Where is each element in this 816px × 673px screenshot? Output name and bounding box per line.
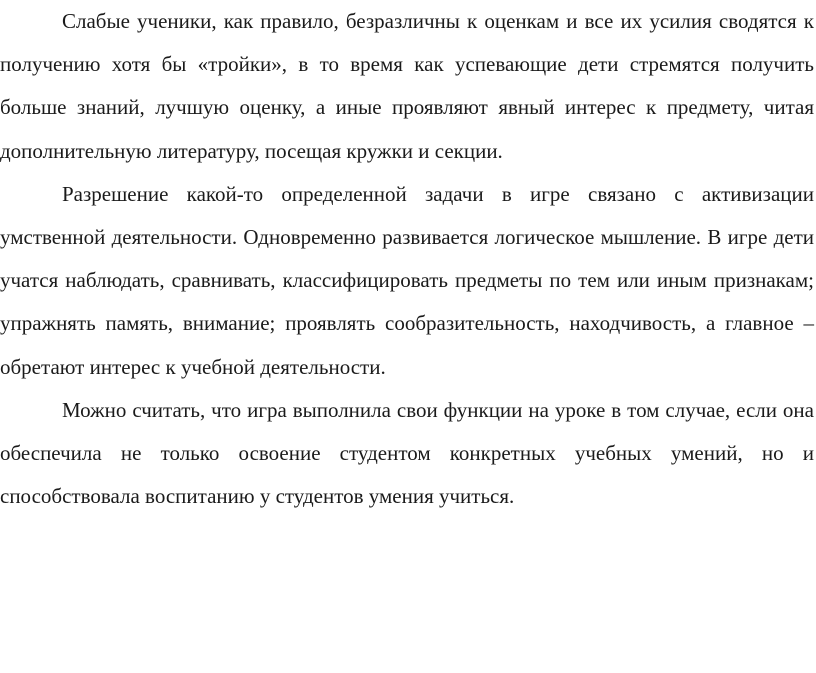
- paragraph-3: Можно считать, что игра выполнила свои функции на уроке в том случае, если она обеспечила не только освоение студентом конкретных учебных умений, но и способствовала воспитанию у студентов умения учиться.: [0, 397, 814, 509]
- paragraph-1: Слабые ученики, как правило, безразличны к оценкам и все их усилия сводятся к получению хотя бы «тройки», в то время как успевающие дети стремятся получить больше знаний, лучшую оценку, а иные проявляют явный интерес к предмету, читая дополнительную литературу, посещая кружки и секции.: [0, 9, 814, 163]
- paragraph-2: Разрешение какой-то определенной задачи в игре связано с активизации умственной деятельности. Одновременно развивается логическое мышление. В игре дети учатся наблюдать, сравнивать, классифицировать предметы по тем или иным признакам; упражнять память, внимание; проявлять сообразительность, находчивость, а главное – обретают интерес к учебной деятельности.: [0, 181, 814, 379]
